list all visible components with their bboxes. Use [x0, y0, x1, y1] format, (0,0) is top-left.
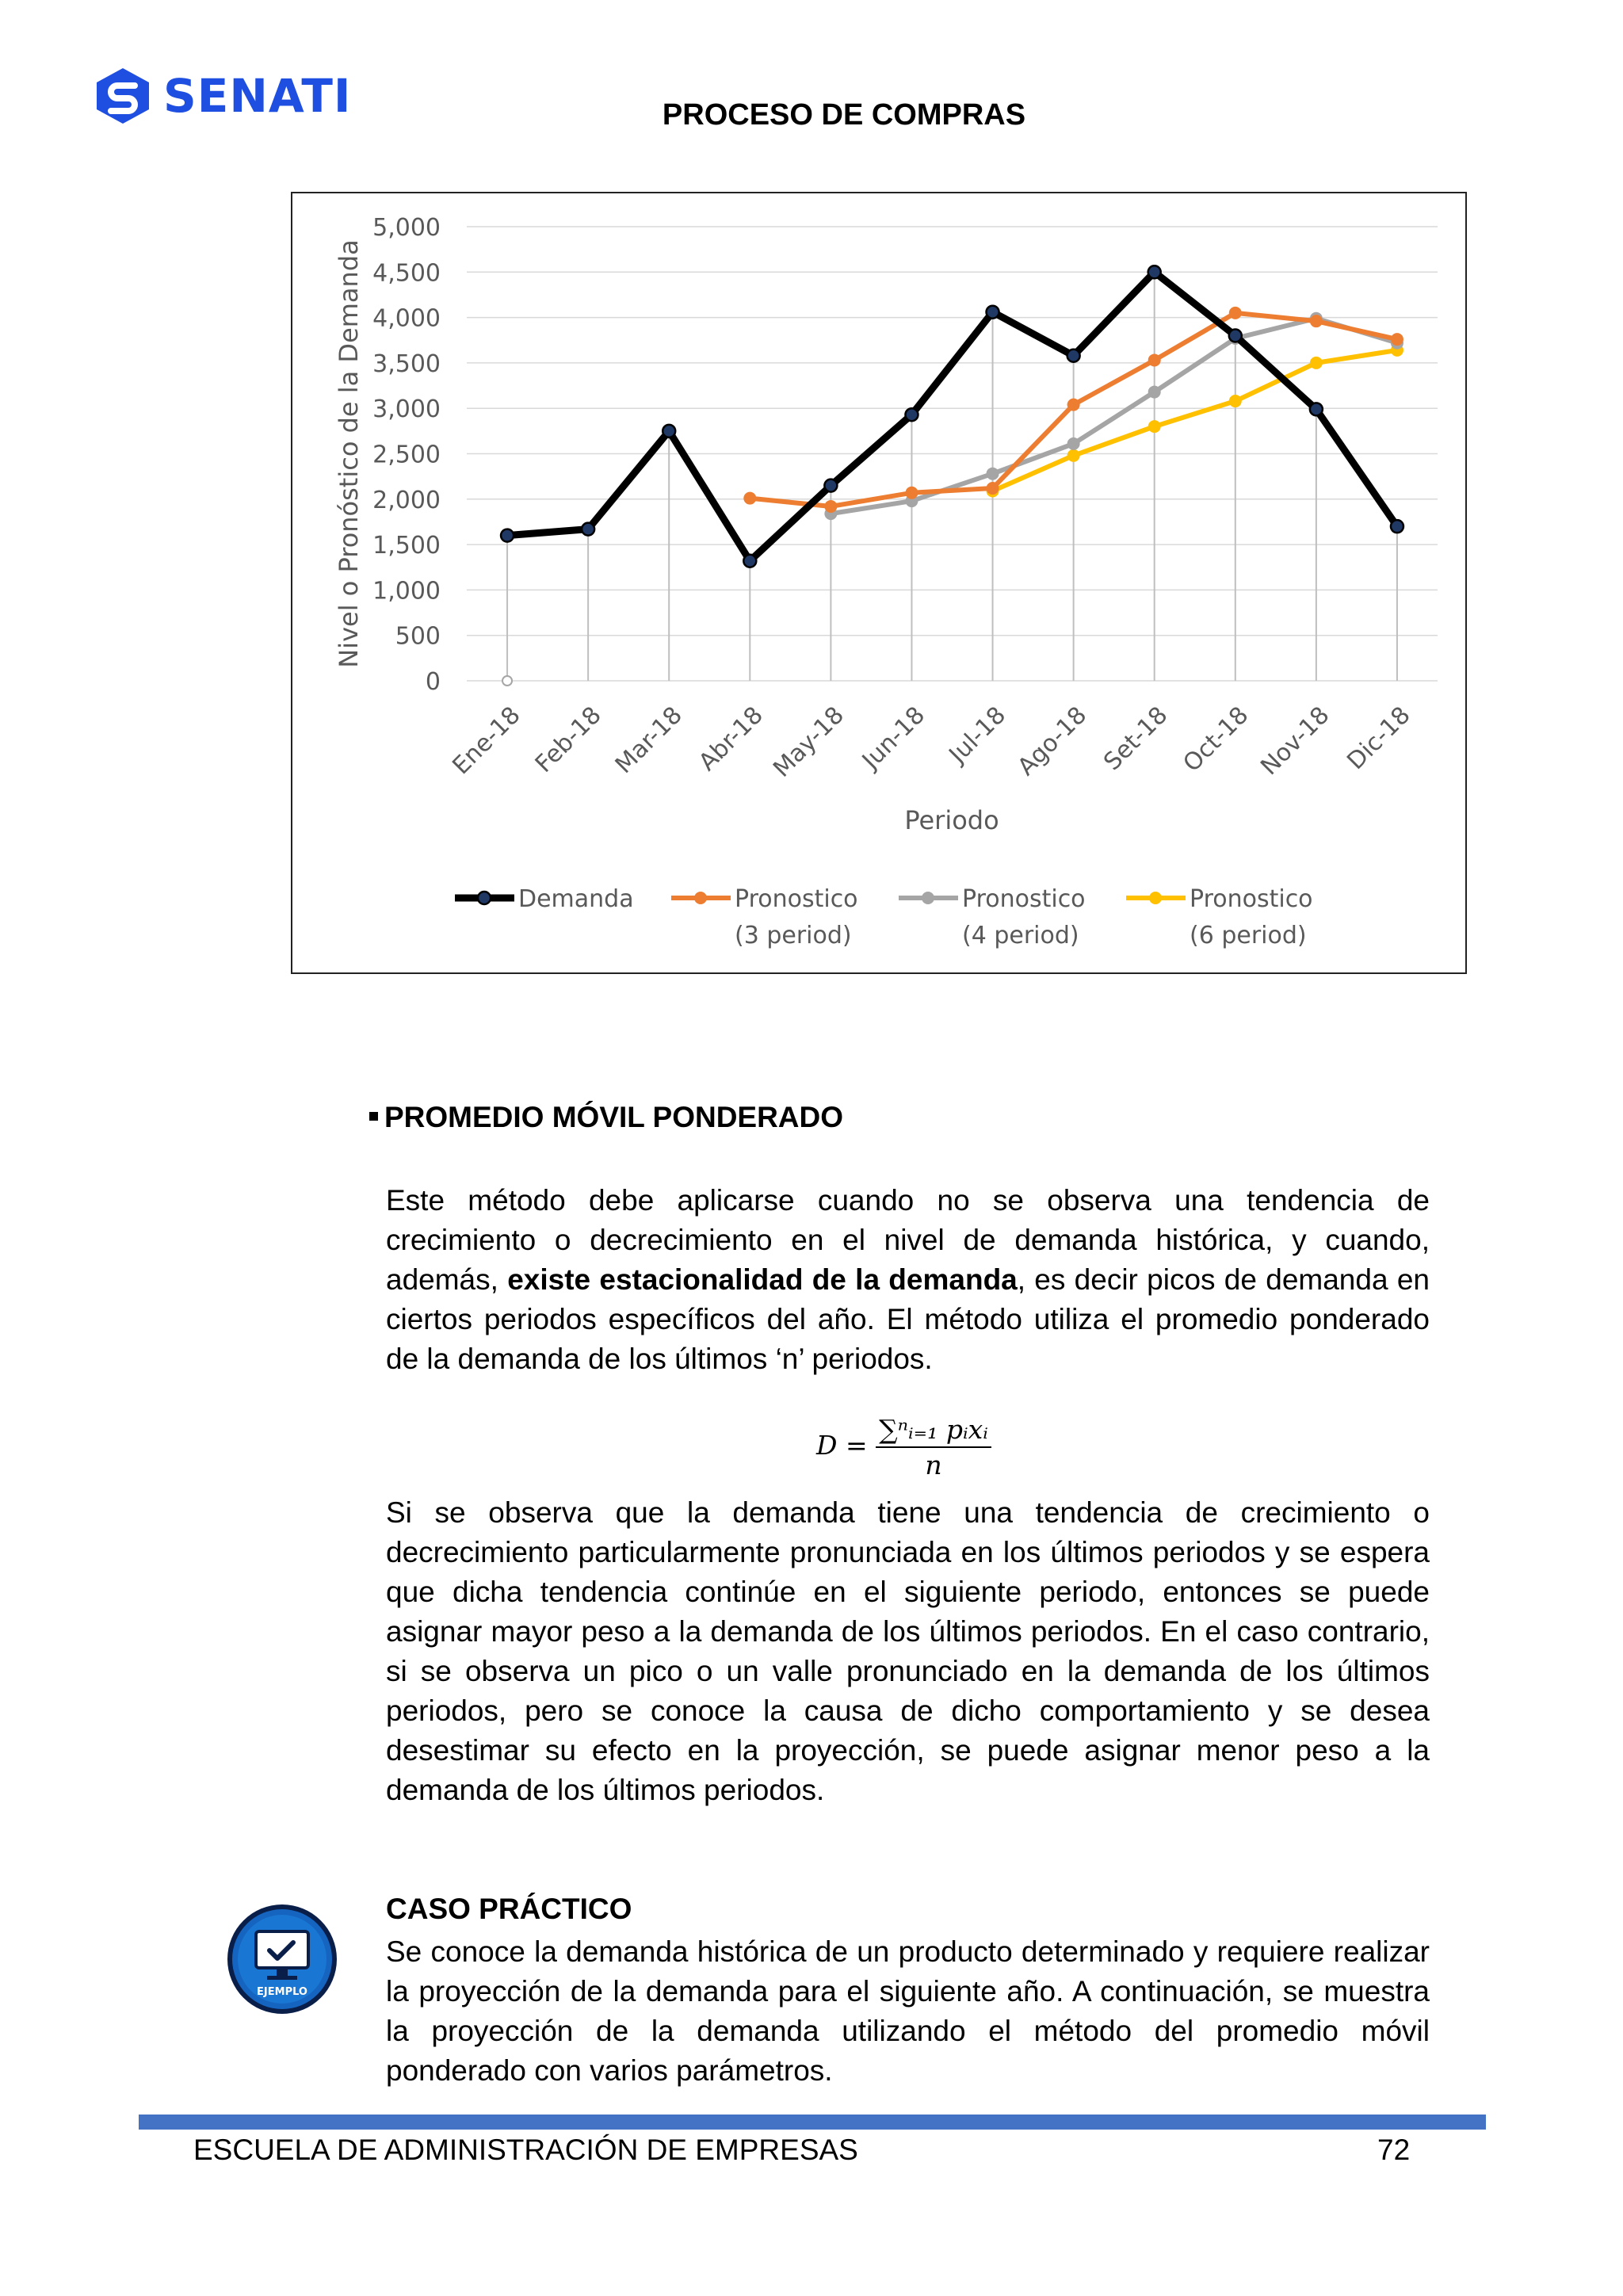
- y-tick-label: 1,500: [372, 532, 441, 560]
- data-point: [987, 306, 999, 319]
- legend-label: (6 period): [1190, 922, 1307, 949]
- section-heading: [369, 1101, 843, 1134]
- y-axis-title: Nivel o Pronóstico de la Demanda: [334, 239, 364, 668]
- data-point: [987, 468, 999, 480]
- x-tick-label: Nov-18: [1255, 701, 1335, 781]
- data-point: [824, 500, 837, 513]
- data-point: [1391, 333, 1403, 346]
- data-point: [987, 482, 999, 495]
- x-tick-label: May-18: [768, 701, 850, 783]
- data-point: [743, 555, 756, 567]
- data-point: [1067, 437, 1080, 450]
- formula-denominator: n: [925, 1450, 942, 1480]
- paragraph-text: , es decir picos de demanda en ciertos periodos específicos del año. El método utiliza el promedio ponderado de la demanda de los últimos ‘n’ periodos.: [386, 1263, 1430, 1375]
- x-tick-label: Jun-18: [857, 701, 931, 775]
- legend-label: (3 period): [735, 922, 852, 949]
- legend-label: (4 period): [962, 922, 1079, 949]
- y-tick-label: 1,000: [372, 577, 441, 606]
- logo-text: SENATI: [163, 69, 352, 123]
- data-point: [582, 523, 594, 536]
- origin-marker: [502, 676, 512, 686]
- example-icon: [226, 1903, 338, 2015]
- data-point: [1148, 353, 1161, 366]
- data-point: [501, 529, 514, 542]
- data-point: [743, 492, 756, 505]
- formula-fraction: [876, 1414, 991, 1480]
- legend-marker: [478, 892, 491, 904]
- data-point: [663, 425, 675, 437]
- data-point: [1148, 420, 1161, 433]
- paragraph-text: Este método debe aplicarse cuando no se observa una tendencia de crecimiento o decrecimiento en el nivel de demanda histórica, y cuando, además,: [386, 1184, 1430, 1296]
- data-point: [1148, 386, 1161, 399]
- section-heading-text: PROMEDIO MÓVIL PONDERADO: [384, 1101, 844, 1133]
- x-axis-title: Periodo: [904, 805, 999, 835]
- y-tick-label: 0: [425, 668, 441, 696]
- case-paragraph: Se conoce la demanda histórica de un producto determinado y requiere realizar la proyección de la demanda para el siguiente año. A continuación, se muestra la proyección de la demanda utilizando el método del promedio móvil ponderado con varios parámetros.: [386, 1935, 1430, 2087]
- data-point: [824, 479, 837, 492]
- y-tick-label: 500: [395, 622, 441, 651]
- x-tick-label: Dic-18: [1342, 701, 1416, 776]
- data-point: [905, 408, 918, 421]
- y-tick-label: 3,000: [372, 395, 441, 424]
- y-tick-label: 4,500: [372, 259, 441, 288]
- x-tick-label: Mar-18: [609, 701, 688, 779]
- data-point: [1148, 266, 1161, 278]
- data-point: [1067, 449, 1080, 462]
- legend-label: Pronostico: [735, 885, 858, 913]
- data-point: [1067, 399, 1080, 411]
- series-line: [993, 350, 1397, 491]
- page-title: PROCESO DE COMPRAS: [662, 98, 1026, 132]
- x-tick-label: Oct-18: [1178, 701, 1254, 777]
- x-tick-label: Ene-18: [447, 701, 526, 781]
- formula-numerator: ∑ⁿᵢ₌₁ pᵢxᵢ: [876, 1414, 991, 1448]
- page-number: 72: [1377, 2134, 1411, 2166]
- bullet-icon: [369, 1112, 378, 1121]
- y-tick-label: 4,000: [372, 304, 441, 333]
- paragraph-definition: [386, 1181, 1430, 1379]
- y-tick-label: 2,000: [372, 486, 441, 514]
- data-point: [1229, 330, 1242, 342]
- data-point: [1229, 307, 1242, 319]
- x-tick-label: Jul-18: [944, 701, 1012, 769]
- y-tick-label: 3,500: [372, 350, 441, 378]
- x-tick-label: Feb-18: [529, 701, 607, 778]
- y-tick-label: 2,500: [372, 441, 441, 469]
- data-point: [1310, 403, 1323, 415]
- example-icon-label: EJEMPLO: [257, 1986, 307, 1998]
- legend-marker: [922, 892, 934, 904]
- paragraph-emphasis: existe estacionalidad de la demanda: [507, 1263, 1018, 1296]
- legend-marker: [1149, 892, 1162, 904]
- legend-label: Pronostico: [962, 885, 1086, 913]
- chart-svg: [292, 193, 1465, 972]
- x-tick-label: Set-18: [1098, 701, 1174, 777]
- x-tick-label: Ago-18: [1012, 701, 1093, 781]
- legend-label: Pronostico: [1190, 885, 1313, 913]
- legend-marker: [694, 892, 707, 904]
- legend-label: Demanda: [518, 885, 634, 913]
- x-tick-label: Abr-18: [693, 701, 769, 777]
- data-point: [1391, 520, 1403, 533]
- formula-lhs: D =: [816, 1430, 868, 1461]
- footer-bar: [139, 2115, 1486, 2130]
- paragraph-weights: Si se observa que la demanda tiene una tendencia de crecimiento o decrecimiento particularmente pronunciada en los últimos periodos y se espera que dicha tendencia continúe en el siguiente periodo, entonces se puede asignar mayor peso a la demanda de los últimos periodos. En el caso contrario, si se observa un pico o un valle pronunciado en la demanda de los últimos periodos, pero se conoce la causa de dicho comportamiento y se desea desestimar su efecto en la proyección, se puede asignar menor peso a la demanda de los últimos periodos.: [386, 1496, 1430, 1806]
- y-tick-label: 5,000: [372, 214, 441, 242]
- data-point: [1310, 357, 1323, 369]
- weighted-average-formula: [816, 1414, 991, 1480]
- data-point: [1229, 395, 1242, 407]
- case-title: CASO PRÁCTICO: [386, 1893, 632, 1925]
- data-point: [1067, 350, 1080, 362]
- data-point: [905, 487, 918, 499]
- data-point: [1310, 315, 1323, 327]
- demand-forecast-chart: [291, 192, 1467, 974]
- footer-school: ESCUELA DE ADMINISTRACIÓN DE EMPRESAS: [193, 2134, 858, 2166]
